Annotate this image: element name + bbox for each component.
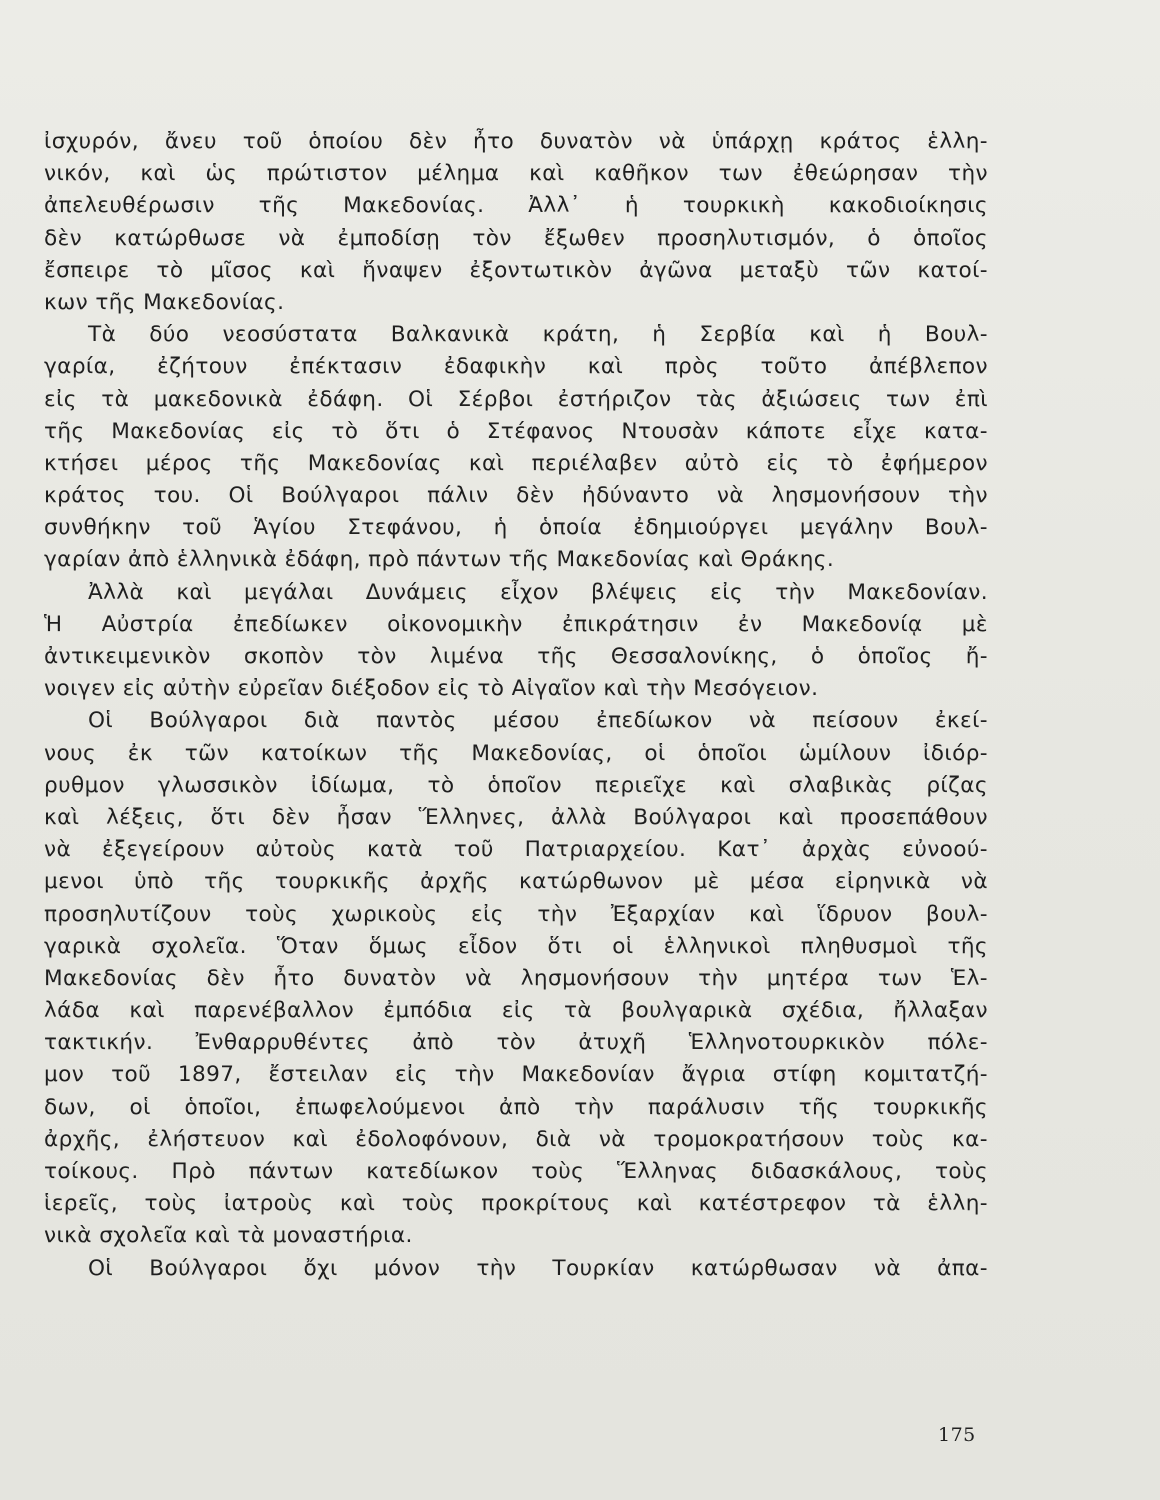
text-line: κων τῆς Μακεδονίας.	[44, 289, 285, 315]
text-line: νοιγεν εἰς αὐτὴν εὐρεῖαν διέξοδον εἰς τὸ Αἰγαῖον καὶ τὴν Μεσόγειον.	[44, 676, 819, 702]
paragraph	[44, 126, 988, 319]
text-line: νὰ ἐξεγείρουν αὐτοὺς κατὰ τοῦ Πατριαρχείου. Κατ᾽ ἀρχὰς εὐνοού-	[44, 837, 988, 863]
text-line: κράτος του. Οἱ Βούλγαροι πάλιν δὲν ἠδύναντο νὰ λησμονήσουν τὴν	[44, 483, 988, 509]
text-line: νικόν, καὶ ὡς πρώτιστον μέλημα καὶ καθῆκον των ἐθεώρησαν τὴν	[44, 161, 988, 187]
text-line: δων, οἱ ὁποῖοι, ἐπωφελούμενοι ἀπὸ τὴν παράλυσιν τῆς τουρκικῆς	[44, 1094, 988, 1120]
text-line: προσηλυτίζουν τοὺς χωρικοὺς εἰς τὴν Ἐξαρχίαν καὶ ἵδρυον βουλ-	[44, 901, 988, 927]
paragraph	[44, 705, 988, 1252]
page-number: 175	[938, 1424, 976, 1446]
paragraph	[44, 577, 988, 706]
text-line: Ἀλλὰ καὶ μεγάλαι Δυνάμεις εἶχον βλέψεις εἰς τὴν Μακεδονίαν.	[88, 579, 988, 605]
text-line: Τὰ δύο νεοσύστατα Βαλκανικὰ κράτη, ἡ Σερβία καὶ ἡ Βουλ-	[88, 322, 988, 348]
text-line: νους ἐκ τῶν κατοίκων τῆς Μακεδονίας, οἱ ὁποῖοι ὡμίλουν ἰδιόρ-	[44, 740, 988, 766]
text-line: ἔσπειρε τὸ μῖσος καὶ ἥναψεν ἐξοντωτικὸν ἀγῶνα μεταξὺ τῶν κατοί-	[44, 257, 988, 283]
text-line: νικὰ σχολεῖα καὶ τὰ μοναστήρια.	[44, 1223, 413, 1249]
paragraph	[44, 319, 988, 577]
text-line: Μακεδονίας δὲν ἦτο δυνατὸν νὰ λησμονήσουν τὴν μητέρα των Ἑλ-	[44, 965, 988, 991]
text-line: τῆς Μακεδονίας εἰς τὸ ὅτι ὁ Στέφανος Ντουσὰν κάποτε εἶχε κατα-	[44, 418, 988, 444]
text-line: Οἱ Βούλγαροι ὄχι μόνον τὴν Τουρκίαν κατώρθωσαν νὰ ἀπα-	[88, 1255, 988, 1281]
text-line: ἀντικειμενικὸν σκοπὸν τὸν λιμένα τῆς Θεσσαλονίκης, ὁ ὁποῖος ἤ-	[44, 644, 988, 669]
body-text	[44, 126, 988, 1285]
text-line: ἰσχυρόν, ἄνευ τοῦ ὁποίου δὲν ἦτο δυνατὸν νὰ ὑπάρχῃ κράτος ἑλλη-	[44, 129, 988, 154]
text-line: μενοι ὑπὸ τῆς τουρκικῆς ἀρχῆς κατώρθωνον μὲ μέσα εἰρηνικὰ νὰ	[44, 869, 988, 895]
text-line: λάδα καὶ παρενέβαλλον ἐμπόδια εἰς τὰ βουλγαρικὰ σχέδια, ἤλλαξαν	[44, 998, 988, 1024]
text-line: συνθήκην τοῦ Ἁγίου Στεφάνου, ἡ ὁποία ἐδημιούργει μεγάλην Βουλ-	[44, 515, 988, 541]
text-line: εἰς τὰ μακεδονικὰ ἐδάφη. Οἱ Σέρβοι ἐστήριζον τὰς ἀξιώσεις των ἐπὶ	[44, 386, 988, 412]
text-line: κτήσει μέρος τῆς Μακεδονίας καὶ περιέλαβεν αὐτὸ εἰς τὸ ἐφήμερον	[44, 450, 988, 476]
text-line: Οἱ Βούλγαροι διὰ παντὸς μέσου ἐπεδίωκον νὰ πείσουν ἐκεί-	[88, 708, 988, 734]
text-line: Ἡ Αὐστρία ἐπεδίωκεν οἰκονομικὴν ἐπικράτησιν ἐν Μακεδονίᾳ μὲ	[44, 611, 988, 637]
text-line: τακτικήν. Ἐνθαρρυθέντες ἀπὸ τὸν ἀτυχῆ Ἑλληνοτουρκικὸν πόλε-	[44, 1030, 988, 1056]
text-line: γαρία, ἐζήτουν ἐπέκτασιν ἐδαφικὴν καὶ πρὸς τοῦτο ἀπέβλεπον	[44, 354, 988, 380]
text-line: καὶ λέξεις, ὅτι δὲν ἦσαν Ἕλληνες, ἀλλὰ Βούλγαροι καὶ προσεπάθουν	[44, 804, 988, 830]
text-line: ἀπελευθέρωσιν τῆς Μακεδονίας. Ἀλλ᾽ ἡ τουρκικὴ κακοδιοίκησις	[44, 193, 988, 219]
text-line: ἱερεῖς, τοὺς ἰατροὺς καὶ τοὺς προκρίτους καὶ κατέστρεφον τὰ ἑλλη-	[44, 1191, 988, 1217]
text-line: τοίκους. Πρὸ πάντων κατεδίωκον τοὺς Ἕλληνας διδασκάλους, τοὺς	[44, 1159, 988, 1184]
paragraph	[44, 1253, 988, 1285]
text-line: γαρικὰ σχολεῖα. Ὅταν ὅμως εἶδον ὅτι οἱ ἑλληνικοὶ πληθυσμοὶ τῆς	[44, 933, 988, 959]
text-line: μον τοῦ 1897, ἔστειλαν εἰς τὴν Μακεδονίαν ἄγρια στίφη κομιτατζή-	[44, 1062, 988, 1088]
text-line: ρυθμον γλωσσικὸν ἰδίωμα, τὸ ὁποῖον περιεῖχε καὶ σλαβικὰς ρίζας	[44, 772, 988, 798]
text-line: γαρίαν ἀπὸ ἑλληνικὰ ἐδάφη, πρὸ πάντων τῆς Μακεδονίας καὶ Θράκης.	[44, 547, 835, 573]
text-line: δὲν κατώρθωσε νὰ ἐμποδίσῃ τὸν ἔξωθεν προσηλυτισμόν, ὁ ὁποῖος	[44, 225, 988, 251]
text-line: ἀρχῆς, ἐλήστευον καὶ ἐδολοφόνουν, διὰ νὰ τρομοκρατήσουν τοὺς κα-	[44, 1126, 988, 1152]
